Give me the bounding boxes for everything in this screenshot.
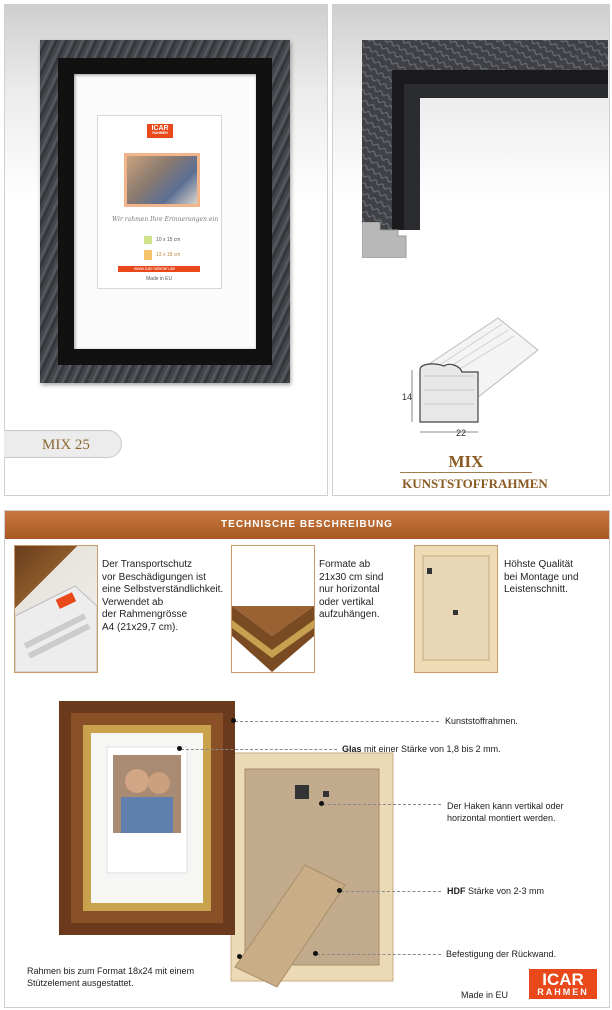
leader-dot [337, 888, 342, 893]
title-divider [400, 472, 532, 473]
feature-1-line: A4 (21x29,7 cm). [102, 621, 179, 633]
product-title: MIX [448, 452, 484, 471]
product-subtitle: KUNSTSTOFFRAHMEN [402, 476, 548, 491]
feature-image-corner-protector [14, 545, 98, 673]
size-swatch-1 [144, 236, 152, 244]
feature-2-line: oder vertikal [319, 596, 374, 608]
feature-1-line: vor Beschädigungen ist [102, 571, 206, 583]
callout-haken [447, 800, 564, 824]
feature-3-line: Leistenschnitt. [504, 584, 568, 595]
insert-script-line: Wir rahmen Ihre Erinnerungen ein [112, 216, 219, 223]
leader-line [317, 954, 441, 955]
technical-description-section [4, 510, 610, 1008]
callout-rahmen-line-2: Stützelement ausgestattet. [27, 978, 134, 988]
insert-url: www.icar-rahmen.de [134, 266, 176, 271]
feature-text-3 [504, 559, 579, 597]
frame-exploded-illustration [55, 697, 405, 997]
insert-size-2: 13 x 18 cm [156, 252, 181, 258]
callout-haken-line-2: horizontal montiert werden. [447, 813, 556, 823]
icar-logo-top: ICAR [542, 970, 584, 989]
leader-dot [237, 954, 242, 959]
callout-glas-text: mit einer Stärke von 1,8 bis 2 mm. [361, 744, 501, 754]
passepartout [74, 74, 256, 349]
feature-2-line: nur horizontal [319, 584, 380, 595]
leader-dot [177, 746, 182, 751]
insert-logo-top: ICAR [151, 125, 169, 132]
callout-kunststoffrahmen: Kunststoffrahmen. [445, 716, 518, 726]
profile-height-label: 14 [402, 392, 413, 402]
callout-hdf-label: HDF [447, 886, 466, 896]
profile-drawing [398, 310, 548, 440]
feature-text-2 [319, 559, 383, 622]
feature-2-line: aufzuhängen. [319, 609, 380, 620]
feature-1-line: der Rahmengrösse [102, 609, 188, 620]
leader-dot [231, 718, 236, 723]
leader-dot [319, 801, 324, 806]
insert-photo [124, 153, 200, 207]
leader-line [235, 721, 439, 722]
made-in-label: Made in EU [461, 990, 509, 1000]
feature-image-frame-corner [231, 545, 315, 673]
feature-1-line: Verwendet ab [102, 596, 164, 608]
leader-line [323, 804, 441, 805]
frame-inner-border [58, 58, 272, 365]
callout-rahmen-line-1: Rahmen bis zum Format 18x24 mit einem [27, 966, 195, 976]
frame-corner-image [362, 40, 608, 230]
callout-befestigung: Befestigung der Rückwand. [446, 949, 557, 959]
insert-card [97, 115, 222, 289]
callout-hdf-text: Stärke von 2-3 mm [465, 886, 545, 896]
profile-width-label: 22 [456, 428, 467, 438]
feature-3-line: Höhste Qualität [504, 559, 573, 570]
callout-haken-line-1: Der Haken kann vertikal oder [447, 801, 564, 811]
feature-1-line: Der Transportschutz [102, 559, 193, 570]
insert-made-in: Made in EU [146, 276, 173, 282]
feature-image-frame-back [414, 545, 498, 673]
size-swatch-2 [144, 250, 152, 260]
product-tab-label: MIX 25 [42, 437, 90, 453]
feature-3-line: bei Montage und [504, 571, 579, 583]
leader-line [181, 749, 337, 750]
section-header: TECHNISCHE BESCHREIBUNG [5, 511, 609, 539]
profile-cutaway [362, 222, 422, 258]
frame-front-image [40, 40, 290, 383]
insert-size-1: 10 x 15 cm [156, 237, 181, 243]
feature-text-1 [102, 559, 223, 634]
callout-glas-label: Glas [342, 744, 362, 754]
insert-logo [147, 124, 173, 138]
callout-rahmen [27, 965, 194, 989]
insert-logo-bottom: RAHMEN [152, 131, 168, 135]
leader-dot [313, 951, 318, 956]
feature-2-line: Formate ab [319, 559, 371, 570]
icar-logo [529, 969, 597, 999]
product-tab [4, 430, 122, 458]
icar-logo-bottom: RAHMEN [537, 987, 589, 997]
feature-1-line: eine Selbstverständlichkeit. [102, 584, 224, 595]
feature-2-line: 21x30 cm sind [319, 571, 384, 583]
leader-line [341, 891, 441, 892]
